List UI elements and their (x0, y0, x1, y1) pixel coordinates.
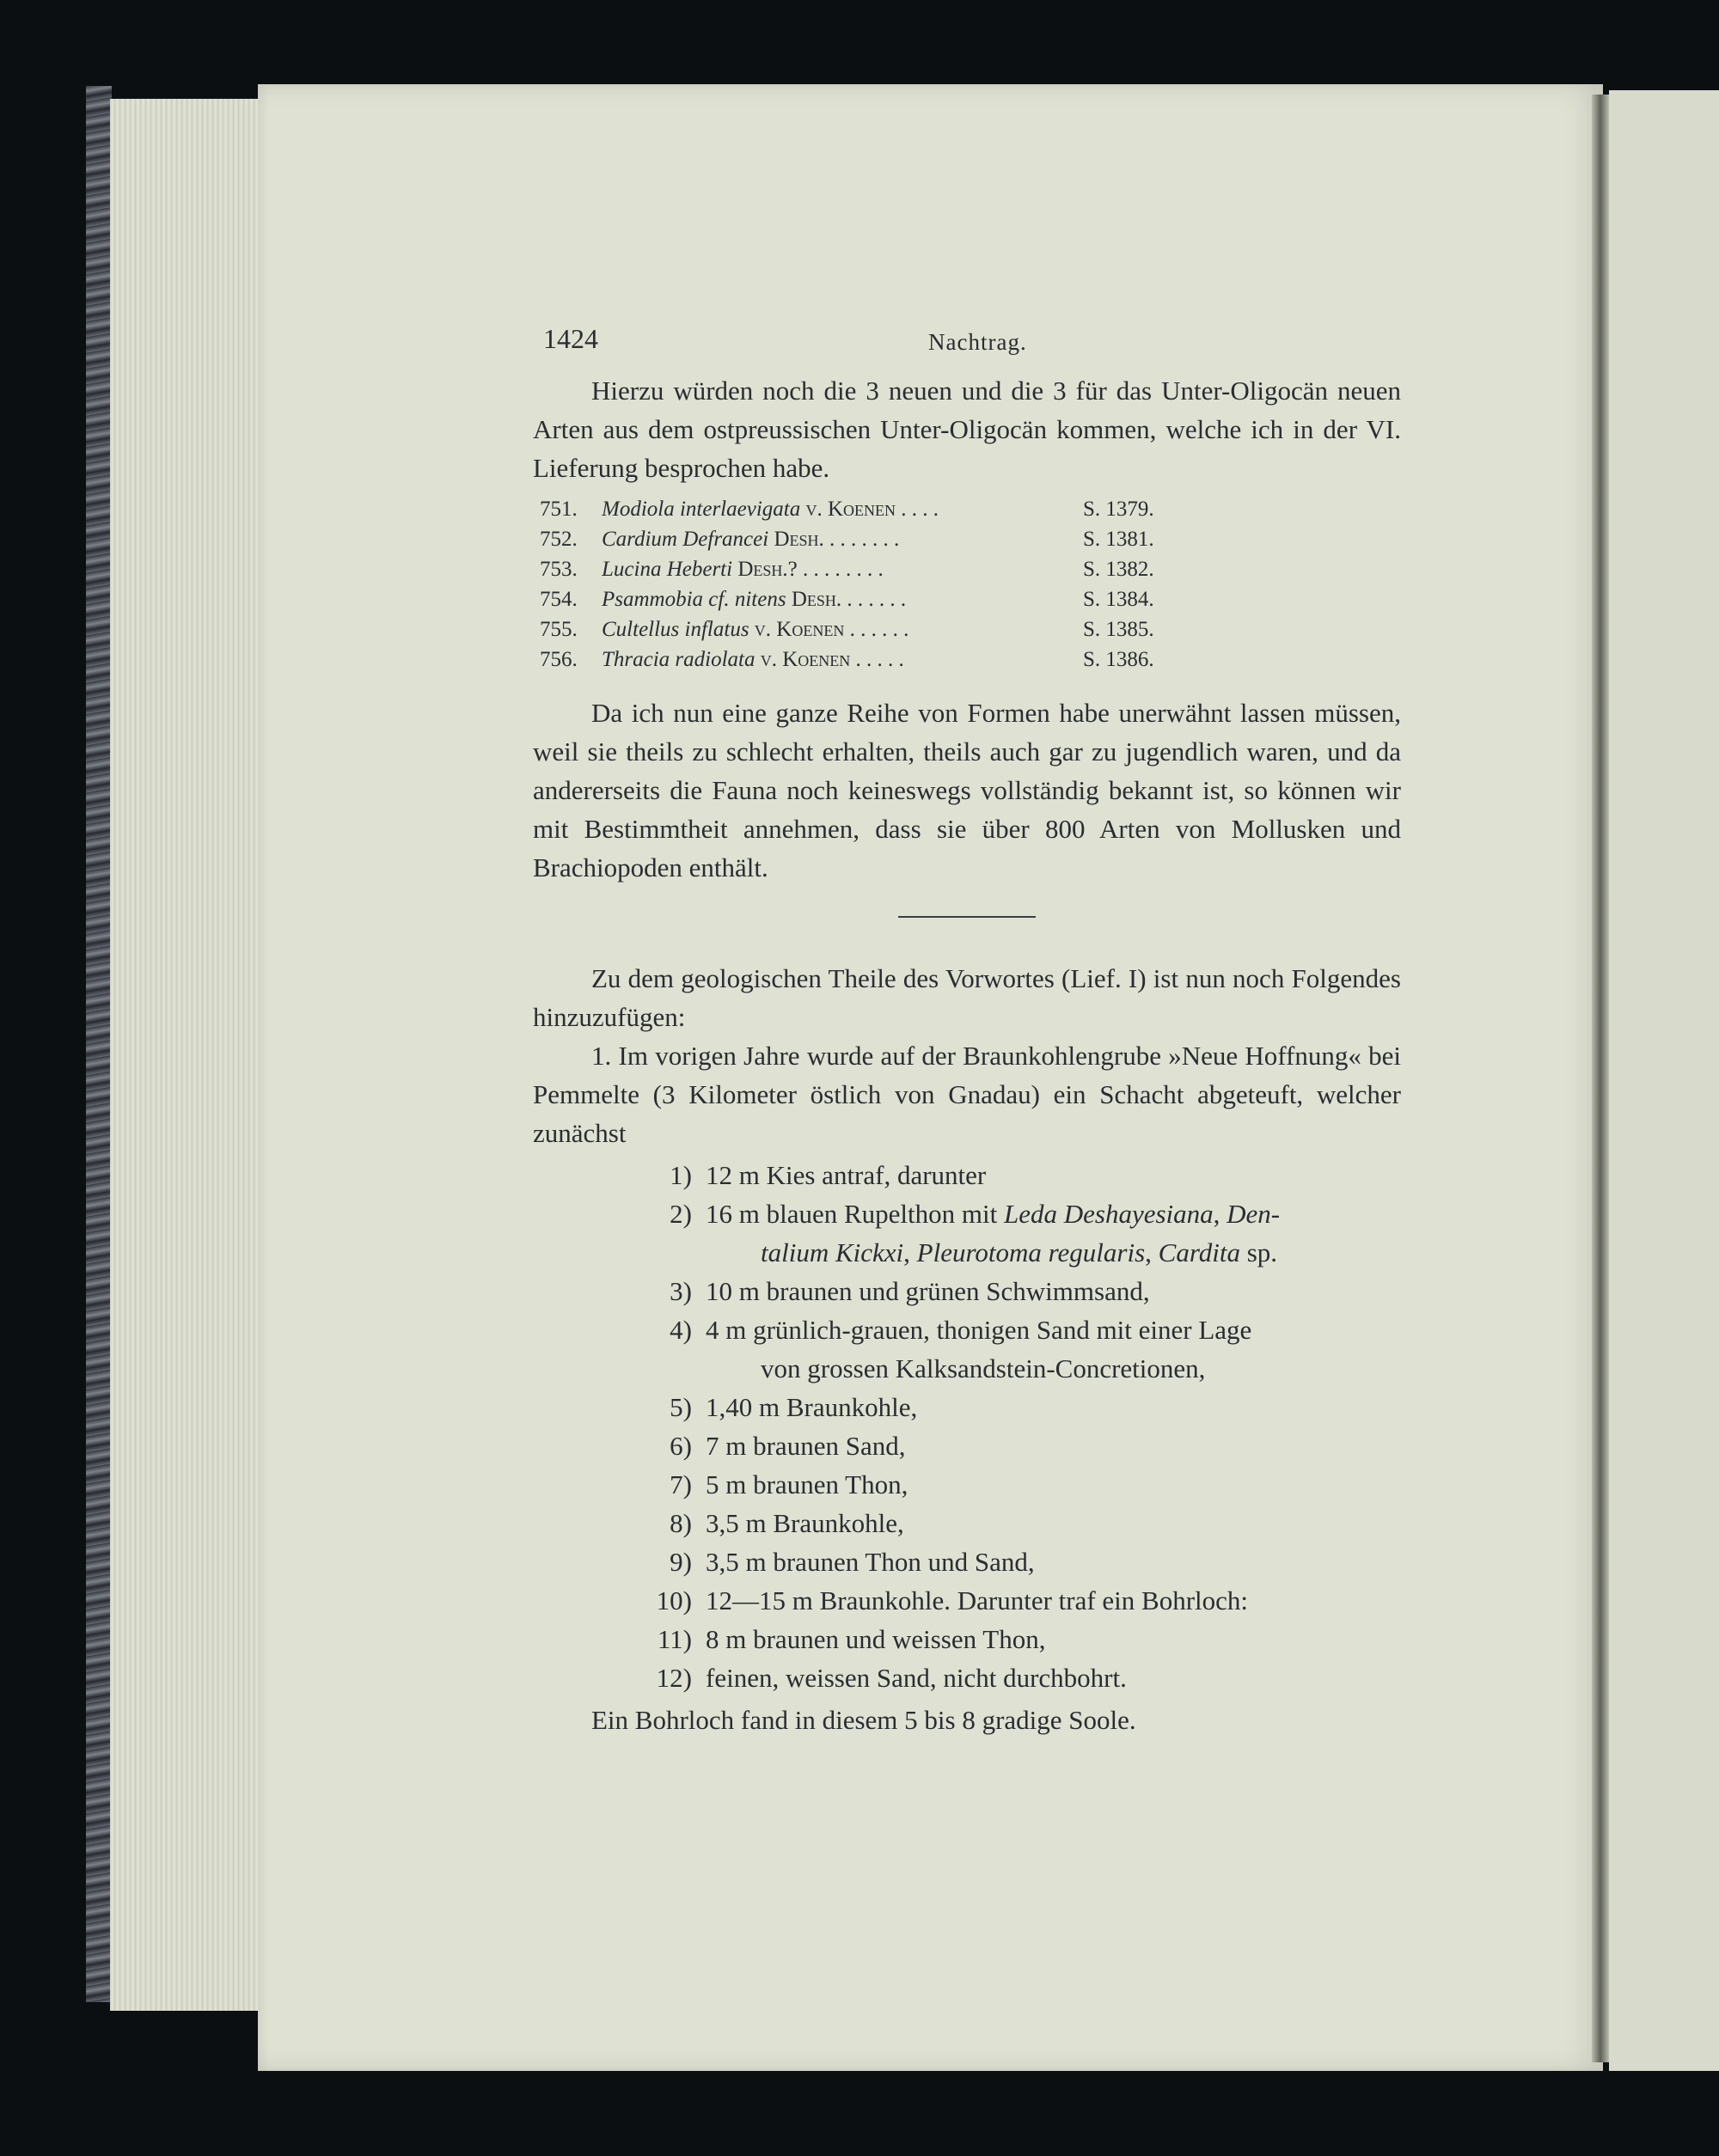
species-entry (602, 614, 1083, 644)
layer-number: 7) (670, 1469, 692, 1499)
leader-dots: . . . . . . . (823, 528, 900, 551)
layer-number: 9) (670, 1547, 692, 1577)
leader-dots: . . . . . . . . (797, 558, 884, 581)
layer-item (533, 1426, 1401, 1465)
shaft-paragraph: 1. Im vorigen Jahre wurde auf der Braunkohlengrube »Neue Hoffnung« bei Pemmelte (3 Kilometer östlich von Gnadau) ein Schacht abgeteuft, welcher zunächst (533, 1041, 1401, 1148)
page-content (533, 320, 1401, 1739)
book-gutter (1592, 95, 1609, 2062)
species-page-ref: S. 1384. (1083, 588, 1154, 611)
layer-text: 7 m braunen Sand, (706, 1431, 906, 1461)
species-author: v. Koenen (754, 618, 845, 641)
layer-number: 12) (656, 1663, 692, 1693)
layer-item (533, 1658, 1401, 1697)
layer-number: 8) (670, 1508, 692, 1538)
species-row (540, 524, 1401, 554)
species-author: Desh.? (737, 558, 798, 581)
layer-number: 4) (670, 1315, 692, 1345)
species-entry (602, 554, 1083, 584)
layer-number: 5) (670, 1392, 692, 1422)
species-author: v. Koenen (760, 648, 851, 671)
layer-text: 3,5 m braunen Thon und Sand, (706, 1547, 1035, 1577)
layer-list (533, 1156, 1401, 1697)
species-author: Desh. (791, 588, 842, 611)
species-number: 752. (540, 528, 578, 551)
page-header (533, 320, 1401, 371)
species-entry (602, 644, 1083, 675)
leader-dots: . . . . . . (844, 618, 909, 641)
layer-item (533, 1272, 1401, 1310)
species-author: Desh. (774, 528, 824, 551)
species-row (540, 494, 1401, 524)
layer-number: 10) (656, 1585, 692, 1615)
species-name: Pleurotoma regularis (916, 1237, 1146, 1267)
species-name: talium Kickxi (761, 1237, 904, 1267)
layer-text: 8 m braunen und weissen Thon, (706, 1624, 1046, 1654)
species-name: Cardium Defrancei (602, 528, 769, 551)
species-page-ref: S. 1379. (1083, 498, 1154, 521)
layer-text: 3,5 m Braunkohle, (706, 1508, 904, 1538)
layer-text: 12—15 m Braunkohle. Darunter traf ein Bohrloch: (706, 1585, 1249, 1615)
separator: , (1213, 1199, 1227, 1229)
species-name: Lucina Heberti (602, 558, 733, 581)
species-number: 754. (540, 588, 578, 611)
layer-number: 6) (670, 1431, 692, 1461)
species-number: 753. (540, 558, 578, 581)
layer-continuation (533, 1233, 1401, 1272)
species-row (540, 584, 1401, 614)
page-stack-edge (110, 99, 265, 2011)
layer-number: 1) (670, 1160, 692, 1190)
layer-text-prefix: 16 m blauen Rupelthon mit (706, 1199, 1004, 1229)
layer-item (533, 1581, 1401, 1620)
intro-paragraph: Hierzu würden noch die 3 neuen und die 3 für das Unter-Oligocän neuen Arten aus dem ostpreussischen Unter-Oligocän kommen, welche ich in der VI. Lieferung besprochen habe. (533, 376, 1401, 483)
layer-text: 10 m braunen und grünen Schwimmsand, (706, 1276, 1150, 1306)
layer-item (533, 1194, 1401, 1233)
species-author: v. Koenen (805, 498, 896, 521)
running-head: Nachtrag. (928, 329, 1027, 355)
layer-text (706, 1194, 1401, 1233)
species-entry (602, 584, 1083, 614)
layer-number: 2) (670, 1199, 692, 1229)
layer-number: 11) (657, 1624, 692, 1654)
species-name: Den- (1227, 1199, 1281, 1229)
layer-item (533, 1388, 1401, 1426)
species-number: 751. (540, 498, 578, 521)
layer-text: 5 m braunen Thon, (706, 1469, 908, 1499)
layer-number: 3) (670, 1276, 692, 1306)
species-number: 755. (540, 618, 578, 641)
species-page-ref: S. 1385. (1083, 618, 1154, 641)
species-list (540, 494, 1401, 675)
leader-dots: . . . . . . (841, 588, 907, 611)
species-entry (602, 524, 1083, 554)
species-name: Cultellus inflatus (602, 618, 749, 641)
species-name: Leda Deshayesiana (1004, 1199, 1214, 1229)
layer-item (533, 1465, 1401, 1504)
species-row (540, 644, 1401, 675)
page-number: 1424 (543, 323, 598, 354)
section-divider (898, 916, 1036, 918)
layer-text: feinen, weissen Sand, nicht durchbohrt. (706, 1663, 1127, 1693)
species-row (540, 554, 1401, 584)
separator: , (903, 1237, 917, 1267)
species-name: Thracia radiolata (602, 648, 756, 671)
geology-intro-paragraph: Zu dem geologischen Theile des Vorwortes (Lief. I) ist nun noch Folgendes hinzuzufügen: (533, 963, 1401, 1032)
species-page-ref: S. 1386. (1083, 648, 1154, 671)
species-page-ref: S. 1381. (1083, 528, 1154, 551)
layer-item (533, 1620, 1401, 1658)
layer-text: 4 m grünlich-grauen, thonigen Sand mit einer Lage (706, 1315, 1252, 1345)
layer-text: 12 m Kies antraf, darunter (706, 1160, 987, 1190)
layer-item (533, 1310, 1401, 1349)
species-name: Modiola interlaevigata (602, 498, 801, 521)
species-entry (602, 494, 1083, 524)
layer-continuation: von grossen Kalksandstein-Concretionen, (761, 1353, 1206, 1383)
layer-item (533, 1156, 1401, 1194)
fauna-paragraph: Da ich nun eine ganze Reihe von Formen habe unerwähnt lassen müssen, weil sie theils zu schlecht erhalten, theils auch gar zu jugendlich waren, und da andererseits die Fauna noch keineswegs vollständig bekannt ist, so können wir mit Bestimmtheit annehmen, dass sie über 800 Arten von Mollusken und Brachiopoden enthält. (533, 698, 1401, 883)
layer-text-suffix: sp. (1239, 1237, 1278, 1267)
layer-text: 1,40 m Braunkohle, (706, 1392, 918, 1422)
layer-item (533, 1504, 1401, 1542)
species-number: 756. (540, 648, 578, 671)
species-row (540, 614, 1401, 644)
leader-dots: . . . . . (850, 648, 904, 671)
facing-page (1609, 90, 1719, 2071)
species-page-ref: S. 1382. (1083, 558, 1154, 581)
species-name: Cardita (1158, 1237, 1240, 1267)
book-cover-edge (86, 86, 112, 2002)
closing-line: Ein Bohrloch fand in diesem 5 bis 8 gradige Soole. (591, 1705, 1136, 1735)
species-name: Psammobia cf. nitens (602, 588, 786, 611)
separator: , (1145, 1237, 1159, 1267)
layer-item (533, 1542, 1401, 1581)
leader-dots: . . . . (896, 498, 939, 521)
